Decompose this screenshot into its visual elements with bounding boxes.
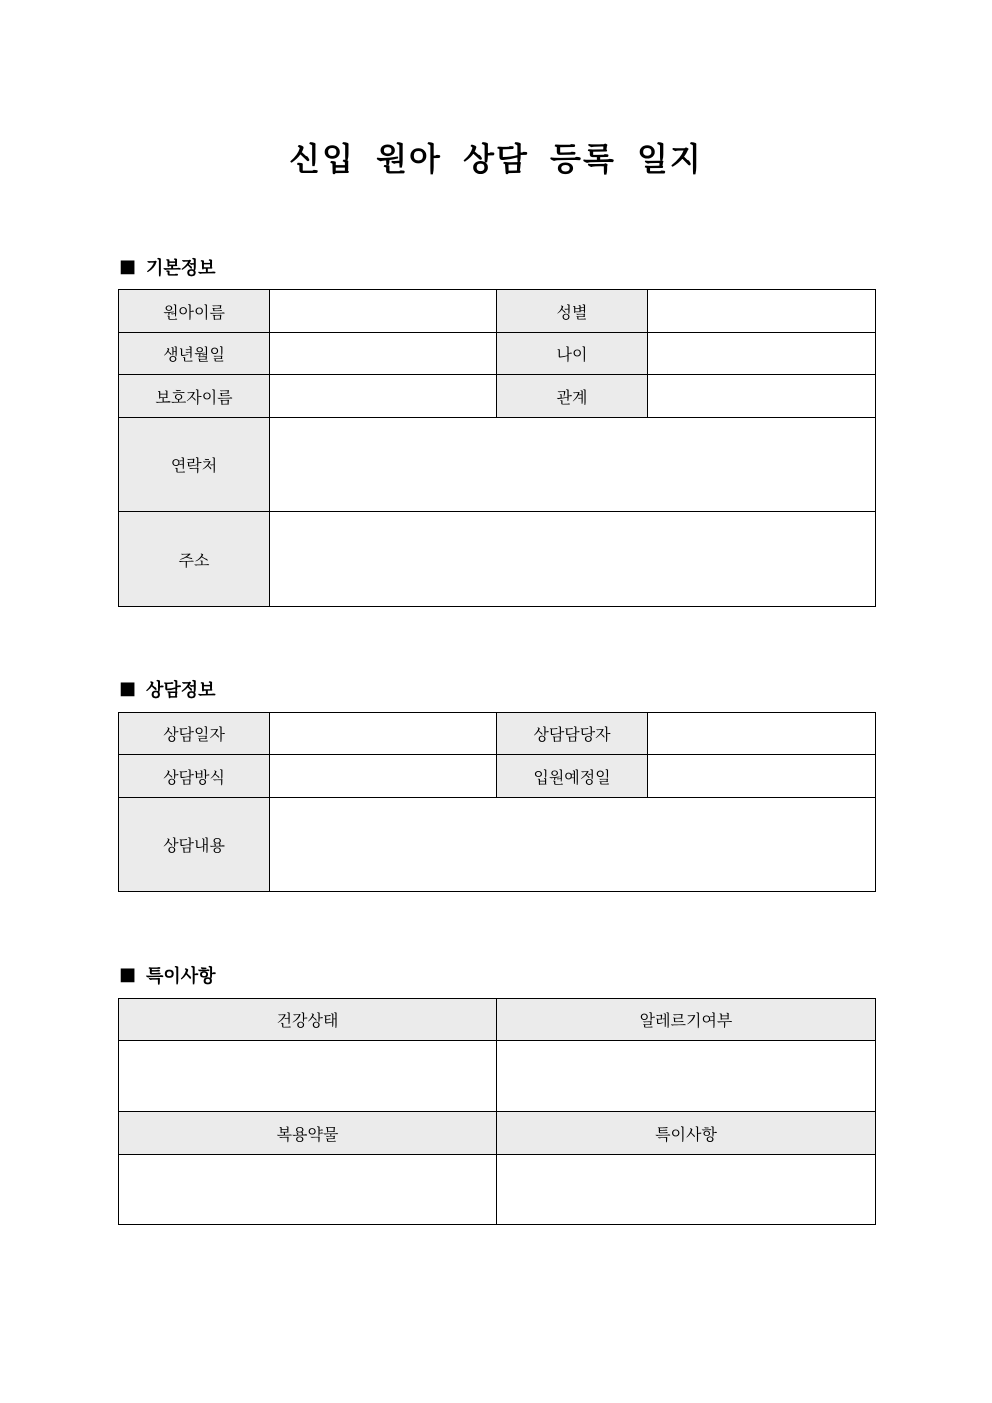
table-row — [119, 333, 876, 375]
child-name-field[interactable] — [270, 290, 497, 333]
contact-label: 연락처 — [119, 418, 270, 512]
notes-label: 특이사항 — [497, 1112, 876, 1155]
allergy-field[interactable] — [497, 1041, 876, 1112]
table-row — [119, 290, 876, 333]
table-row — [119, 1041, 876, 1112]
medication-field[interactable] — [119, 1155, 497, 1225]
gender-field[interactable] — [648, 290, 876, 333]
special-notes-heading — [119, 962, 216, 988]
table-row — [119, 418, 876, 512]
consult-info-table — [118, 712, 876, 892]
table-row — [119, 375, 876, 418]
contact-field[interactable] — [270, 418, 876, 512]
allergy-label: 알레르기여부 — [497, 999, 876, 1041]
age-field[interactable] — [648, 333, 876, 375]
age-label: 나이 — [497, 333, 648, 375]
medication-label: 복용약물 — [119, 1112, 497, 1155]
consult-method-field[interactable] — [270, 755, 497, 798]
guardian-name-label: 보호자이름 — [119, 375, 270, 418]
special-notes-table — [118, 998, 876, 1225]
consult-info-heading-label: 상담정보 — [146, 680, 216, 701]
gender-label: 성별 — [497, 290, 648, 333]
table-row — [119, 512, 876, 607]
admission-date-field[interactable] — [648, 755, 876, 798]
table-row — [119, 798, 876, 892]
square-bullet-icon: ■ — [119, 964, 137, 985]
relation-field[interactable] — [648, 375, 876, 418]
admission-date-label: 입원예정일 — [497, 755, 648, 798]
consult-info-heading — [119, 676, 216, 702]
notes-field[interactable] — [497, 1155, 876, 1225]
table-row — [119, 1112, 876, 1155]
basic-info-heading — [119, 254, 216, 280]
counselor-label: 상담담당자 — [497, 713, 648, 755]
address-field[interactable] — [270, 512, 876, 607]
birthdate-label: 생년월일 — [119, 333, 270, 375]
health-status-field[interactable] — [119, 1041, 497, 1112]
address-label: 주소 — [119, 512, 270, 607]
square-bullet-icon: ■ — [119, 256, 137, 277]
consult-date-field[interactable] — [270, 713, 497, 755]
relation-label: 관계 — [497, 375, 648, 418]
basic-info-table — [118, 289, 876, 607]
consult-method-label: 상담방식 — [119, 755, 270, 798]
basic-info-heading-label: 기본정보 — [146, 258, 216, 279]
counselor-field[interactable] — [648, 713, 876, 755]
health-status-label: 건강상태 — [119, 999, 497, 1041]
table-row — [119, 713, 876, 755]
table-row — [119, 999, 876, 1041]
page-title: 신입 원아 상담 등록 일지 — [289, 140, 703, 178]
consult-content-field[interactable] — [270, 798, 876, 892]
square-bullet-icon: ■ — [119, 678, 137, 699]
birthdate-field[interactable] — [270, 333, 497, 375]
child-name-label: 원아이름 — [119, 290, 270, 333]
consult-date-label: 상담일자 — [119, 713, 270, 755]
guardian-name-field[interactable] — [270, 375, 497, 418]
consult-content-label: 상담내용 — [119, 798, 270, 892]
special-notes-heading-label: 특이사항 — [146, 966, 216, 987]
table-row — [119, 755, 876, 798]
table-row — [119, 1155, 876, 1225]
